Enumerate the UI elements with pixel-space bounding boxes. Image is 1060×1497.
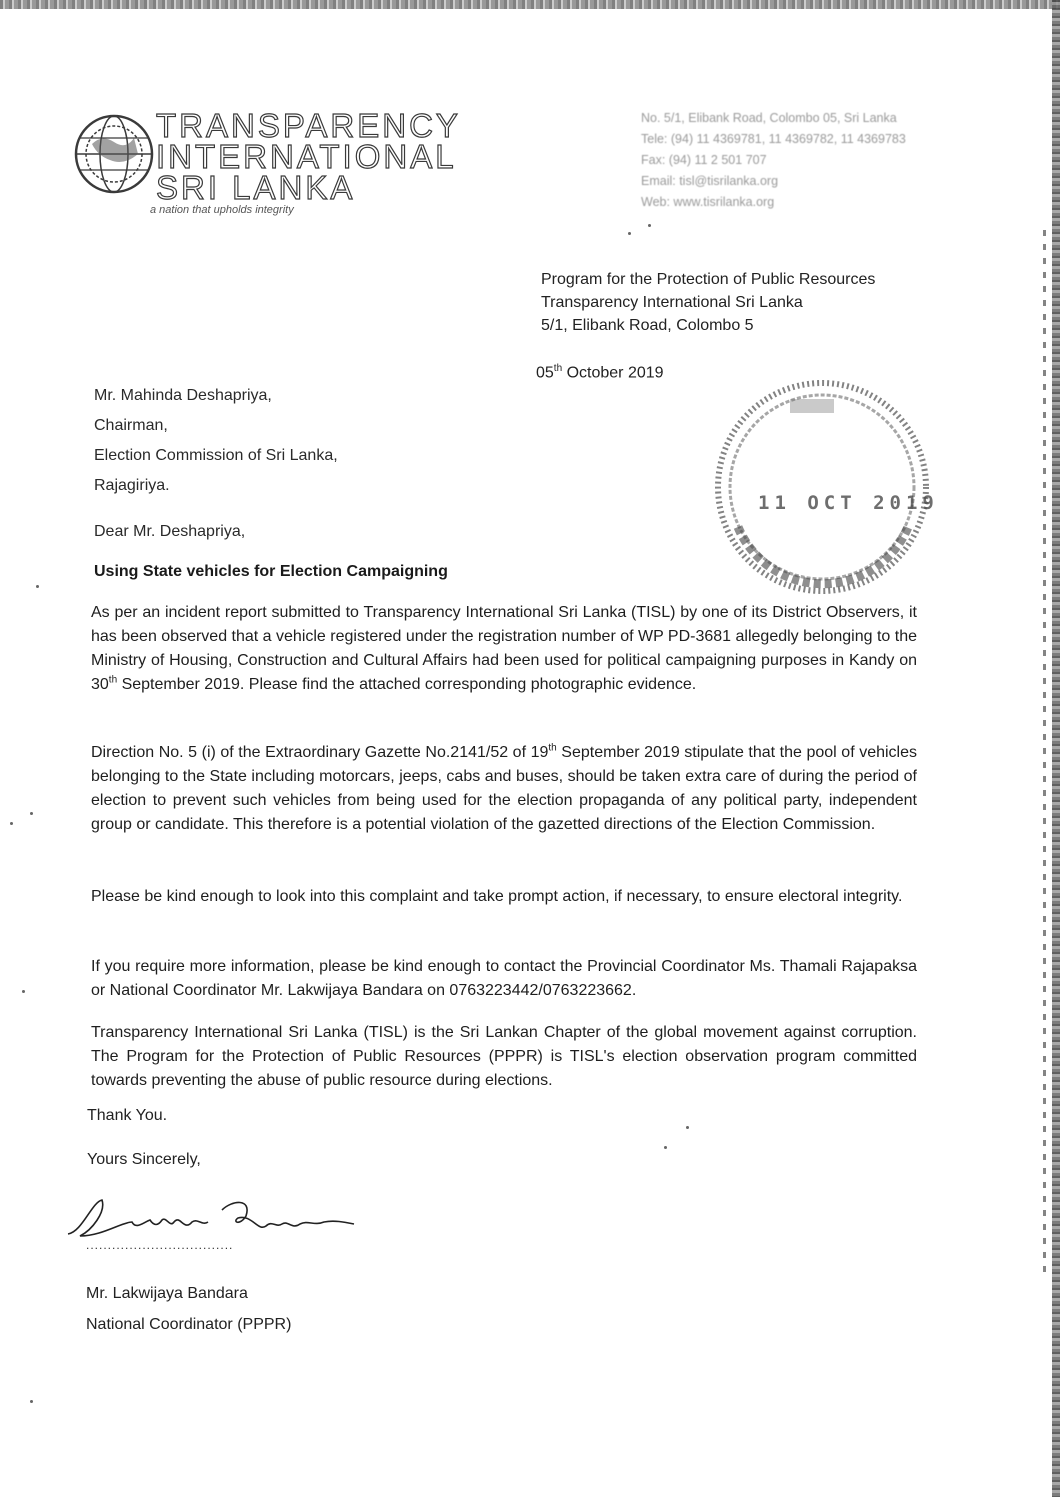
fax-line: Fax: (94) 11 2 501 707 <box>641 153 767 167</box>
body-paragraph: Direction No. 5 (i) of the Extraordinary Gazette No.2141/52 of 19th September 2019 stipulate that the pool of vehicles belonging to the State including motorcars, jeeps, cabs and buses, should be taken extra care of during the period of election to prevent such vehicles from being used for the election propaganda of any political party, independent group or candidate. This therefore is a potential violation of the gazetted directions of the Election Commission. <box>91 742 918 833</box>
logo-line: TRANSPARENCY <box>156 107 461 144</box>
scan-speck <box>10 822 13 825</box>
scan-edge-top <box>0 0 1060 9</box>
stamp-date: 11 OCT 2019 <box>758 492 939 514</box>
received-stamp <box>698 377 946 597</box>
thank-you: Thank You. <box>87 1107 168 1124</box>
phone-line: Tele: (94) 11 4369781, 11 4369782, 11 4369783 <box>641 132 906 146</box>
logo-tagline: a nation that upholds integrity <box>150 204 294 216</box>
letter-date: 05th October 2019 <box>536 363 664 382</box>
sender-address <box>541 268 875 337</box>
scan-speck <box>30 1400 33 1403</box>
scan-speck <box>628 232 631 235</box>
sender-line: 5/1, Elibank Road, Colombo 5 <box>541 317 754 334</box>
signature-line: .................................. <box>86 1238 234 1252</box>
signer-name: Mr. Lakwijaya Bandara <box>86 1285 248 1302</box>
web-line: Web: www.tisrilanka.org <box>641 195 775 209</box>
logo-line: SRI LANKA <box>156 169 356 206</box>
signer-title: National Coordinator (PPPR) <box>86 1316 292 1333</box>
recipient-line: Mr. Mahinda Deshapriya, <box>94 387 272 404</box>
scan-speck <box>686 1126 689 1129</box>
sender-line: Transparency International Sri Lanka <box>541 294 803 311</box>
recipient-line: Election Commission of Sri Lanka, <box>94 447 338 464</box>
scan-speck <box>22 990 25 993</box>
subject-line: Using State vehicles for Election Campaigning <box>94 563 448 580</box>
scan-edge-right <box>1052 0 1060 1497</box>
scan-speck <box>30 812 33 815</box>
globe-icon <box>70 108 160 203</box>
address-line: No. 5/1, Elibank Road, Colombo 05, Sri Lanka <box>641 111 897 125</box>
logo-line: INTERNATIONAL <box>156 138 457 175</box>
recipient-line: Rajagiriya. <box>94 477 170 494</box>
body-paragraph: If you require more information, please be kind enough to contact the Provincial Coordinator Ms. Thamali Rajapaksa or National Coordinator Mr. Lakwijaya Bandara on 0763223442/0763223662. <box>91 958 917 999</box>
body-paragraph: Please be kind enough to look into this complaint and take prompt action, if necessary, to ensure electoral integrity. <box>91 888 903 905</box>
email-line: Email: tisl@tisrilanka.org <box>641 174 779 188</box>
recipient-line: Chairman, <box>94 417 168 434</box>
body-paragraph: Transparency International Sri Lanka (TISL) is the Sri Lankan Chapter of the global movement against corruption. The Program for the Protection of Public Resources (PPPR) is TISL's election observation program committed towards preventing the abuse of public resource during elections. <box>91 1024 917 1089</box>
sign-off: Yours Sincerely, <box>87 1151 201 1168</box>
scan-speck <box>648 224 651 227</box>
scan-speck <box>664 1146 667 1149</box>
recipient-address <box>94 381 338 501</box>
letterhead-address <box>641 108 981 213</box>
scan-speck <box>36 585 39 588</box>
body-paragraph: As per an incident report submitted to Transparency International Sri Lanka (TISL) by one of its District Observers, it has been observed that a vehicle registered under the registration number of WP PD-3681 allegedly belonging to the Ministry of Housing, Construction and Cultural Affairs had been used for political campaigning purposes in Kandy on 30th September 2019. Please find the attached corresponding photographic evidence. <box>91 604 917 693</box>
organization-logo <box>70 107 461 223</box>
scan-streak <box>1043 230 1046 1280</box>
sender-line: Program for the Protection of Public Resources <box>541 271 876 288</box>
salutation: Dear Mr. Deshapriya, <box>94 523 246 540</box>
